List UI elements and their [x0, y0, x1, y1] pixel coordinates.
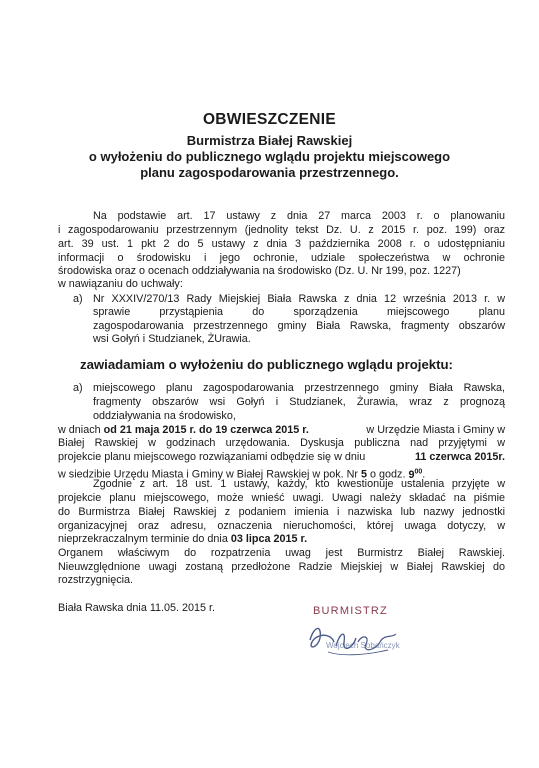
discussion-date: 11 czerwca 2015r. — [414, 451, 505, 463]
intro-line: środowiska oraz o ocenach oddziaływania na środowisko (Dz. U. Nr 199, poz. 1227) — [58, 265, 461, 277]
location-text: w siedzibie Urzędu Miasta i Gminy w Białej Rawskiej w pok. Nr — [58, 468, 362, 481]
dates-prefix: w dniach od 21 maja 2015 r. do 19 czerwca 2015 r. — [58, 424, 309, 436]
plan-item-line: fragmenty obszarów wsi Gołyń i Studzianek, Żurawia, wraz z prognozą — [93, 396, 505, 408]
meeting-hour: $9^{00}$ — [408, 468, 423, 481]
discussion-text: projekcie planu miejscowego rozwiązaniami odbędzie się w dniu — [58, 451, 366, 463]
intro-line: informacji o środowisku i jego ochronie, udziale społeczeństwa w ochronie — [58, 252, 505, 264]
deadline-date: 03 lipca 2015 r. — [230, 533, 308, 545]
intro-line: art. 39 ust. 1 pkt 2 do 5 ustawy z dnia 3 października 2008 r. o udostępnianiu — [58, 238, 505, 250]
stamp-title: BURMISTRZ — [313, 605, 388, 617]
resolution-line: wsi Gołyń i Studzianek, ŻUrawia. — [93, 333, 251, 345]
subject-line-2: planu zagospodarowania przestrzennego. — [140, 165, 399, 180]
paragraph-line: Nieuwzględnione uwagi zostaną przedłożone Radzie Miejskiej w Białej Rawskiej do — [58, 561, 505, 573]
intro-line: w nawiązaniu do uchwały: — [58, 278, 183, 290]
resolution-line: Nr XXXIV/270/13 Rady Miejskiej Biała Rawska z dnia 12 września 2013 r. w — [93, 293, 505, 305]
list-marker: a) — [73, 293, 83, 305]
paragraph-line: Białej Rawskiej w godzinach urzędowania. Dyskusja publiczna nad przyjętymi w — [58, 437, 505, 449]
discussion-line — [58, 451, 505, 464]
handwritten-signature — [300, 612, 430, 662]
list-marker: a) — [73, 382, 83, 394]
plan-item-line: oddziaływania na środowisko, — [93, 410, 236, 422]
intro-line: Na podstawie art. 17 ustawy z dnia 27 marca 2003 r. o planowaniu — [93, 210, 505, 222]
deadline-line — [58, 533, 307, 546]
intro-line: i zagospodarowaniu przestrzennym (jednolity tekst Dz. U. z 2015 r. poz. 199) oraz — [58, 224, 505, 236]
announcement-heading: zawiadamiam o wyłożeniu do publicznego wglądu projektu: — [80, 357, 453, 372]
paragraph-line: projekcie planu miejscowego, może wnieść uwagi. Uwagi należy składać na piśmie — [58, 492, 505, 504]
dates-line — [58, 424, 505, 437]
document-title: OBWIESZCZENIE — [202, 111, 337, 128]
paragraph-line: Organem właściwym do rozpatrzenia uwag jest Burmistrz Białej Rawskiej. — [58, 547, 505, 559]
paragraph-line: organizacyjnej oraz adresu, oznaczenia nieruchomości, której uwaga dotyczy, w — [58, 520, 505, 532]
paragraph-line: do Burmistrza Białej Rawskiej z podaniem imienia i nazwiska lub nazwy jednostki — [58, 506, 505, 518]
dates-range: od 21 maja 2015 r. do 19 czerwca 2015 r. — [103, 424, 309, 436]
resolution-line: zagospodarowania przestrzennego gminy Biała Rawska, fragmenty obszarów — [93, 320, 505, 332]
resolution-line: sprawie przystąpienia do sporządzenia miejscowego planu — [93, 306, 505, 318]
paragraph-line: rozstrzygnięcia. — [58, 574, 134, 586]
paragraph-line: Zgodnie z art. 18 ust. 1 ustawy, każdy, kto kwestionuje ustalenia przyjęte w — [93, 478, 505, 490]
location-text: o godz. — [367, 468, 409, 481]
location-line: w siedzibie Urzędu Miasta i Gminy w Białej Rawskiej w pok. Nr 5 o godz. $9^{00}$. — [58, 468, 426, 481]
dates-suffix: w Urzędzie Miasta i Gminy w — [366, 424, 505, 436]
place-date: Biała Rawska dnia 11.05. 2015 r. — [58, 602, 216, 614]
subject-line-1: o wyłożeniu do publicznego wglądu projektu miejscowego — [88, 149, 451, 164]
plan-item-line: miejscowego planu zagospodarowania przestrzennego gminy Biała Rawska, — [93, 382, 505, 394]
stamp-name: Wojciech Sobańczyk — [326, 641, 400, 650]
deadline-text: nieprzekraczalnym terminie do dnia — [58, 533, 231, 545]
issuer-line: Burmistrza Białej Rawskiej — [186, 133, 353, 148]
room-number: 5 — [361, 468, 368, 481]
